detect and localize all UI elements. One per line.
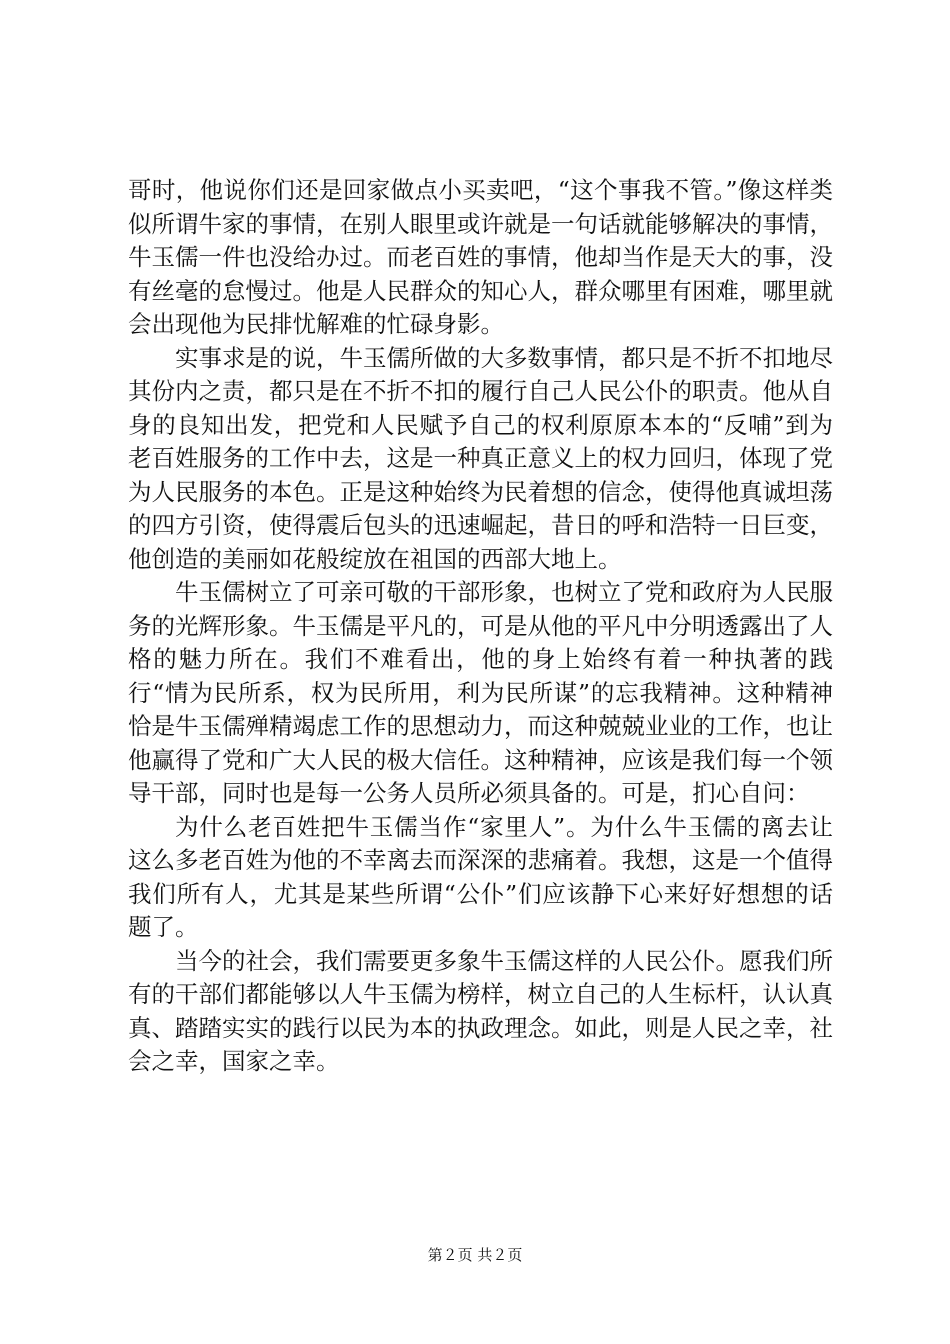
paragraph: 实事求是的说，牛玉儒所做的大多数事情，都只是不折不扣地尽其份内之责，都只是在不折不扣的履行自己人民公仆的职责。他从自身的良知出发，把党和人民赋予自己的权利原原本本的“反哺”到为老百姓服务的工作中去，这是一种真正意义上的权力回归，体现了党为人民服务的本色。正是这种始终为民着想的信念，使得他真诚坦荡的四方引资，使得震后包头的迅速崛起，昔日的呼和浩特一日巨变，他创造的美丽如花般绽放在祖国的西部大地上。 xyxy=(128,343,833,573)
paragraph: 为什么老百姓把牛玉儒当作“家里人”。为什么牛玉儒的离去让这么多老百姓为他的不幸离去而深深的悲痛着。我想，这是一个值得我们所有人，尤其是某些所谓“公仆”们应该静下心来好好想想的话题了。 xyxy=(128,812,833,941)
page-number-footer: 第２页 共２页 xyxy=(427,1246,523,1264)
document-body xyxy=(128,174,833,1079)
paragraph: 当今的社会，我们需要更多象牛玉儒这样的人民公仆。愿我们所有的干部们都能够以人牛玉儒为榜样，树立自己的人生标杆，认认真真、踏踏实实的践行以民为本的执政理念。如此，则是人民之幸，社会之幸，国家之幸。 xyxy=(128,946,833,1075)
paragraph-continuation: 哥时，他说你们还是回家做点小买卖吧，“这个事我不管。”像这样类似所谓牛家的事情，在别人眼里或许就是一句话就能够解决的事情，牛玉儒一件也没给办过。而老百姓的事情，他却当作是天大的事，没有丝毫的怠慢过。他是人民群众的知心人，群众哪里有困难，哪里就会出现他为民排忧解难的忙碌身影。 xyxy=(128,176,833,338)
paragraph: 牛玉儒树立了可亲可敬的干部形象，也树立了党和政府为人民服务的光辉形象。牛玉儒是平凡的，可是从他的平凡中分明透露出了人格的魅力所在。我们不难看出，他的身上始终有着一种执著的践行“情为民所系，权为民所用，利为民所谋”的忘我精神。这种精神恰是牛玉儒殚精竭虑工作的思想动力，而这种兢兢业业的工作，也让他赢得了党和广大人民的极大信任。这种精神，应该是我们每一个领导干部，同时也是每一公务人员所必须具备的。可是，扪心自问： xyxy=(128,578,833,807)
